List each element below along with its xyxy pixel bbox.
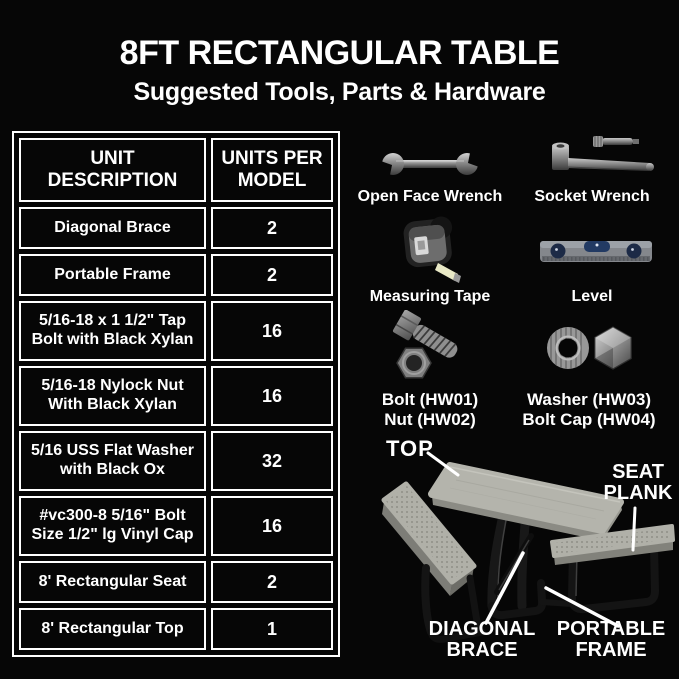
tool-label-bolt: Bolt (HW01) [381, 390, 479, 409]
page-title: 8FT RECTANGULAR TABLE [119, 34, 560, 72]
washer-bolt-cap-icon [541, 320, 641, 376]
table-row [19, 561, 333, 603]
column-header-unit-description: UNIT DESCRIPTION [19, 138, 206, 202]
socket-wrench-icon [540, 132, 656, 184]
part-description: 8' Rectangular Seat [19, 561, 206, 603]
page-subtitle: Suggested Tools, Parts & Hardware [133, 78, 546, 106]
part-units: 16 [211, 366, 333, 426]
table-row [19, 301, 333, 361]
table-row [19, 207, 333, 249]
table-row [19, 431, 333, 491]
diagram-label-portable-frame: PORTABLE FRAME [556, 618, 666, 661]
table-row [19, 608, 333, 650]
diagram-label-seat-plank: SEAT PLANK [603, 461, 673, 504]
table-row [19, 254, 333, 296]
part-description: 5/16-18 Nylock Nut With Black Xylan [19, 366, 206, 426]
part-units: 32 [211, 431, 333, 491]
tool-label-washer: Washer (HW03) [526, 390, 652, 409]
part-units: 16 [211, 301, 333, 361]
part-description: 8' Rectangular Top [19, 608, 206, 650]
parts-table [12, 131, 340, 657]
part-units: 2 [211, 561, 333, 603]
tool-label-level: Level [571, 288, 613, 305]
tool-label-nut: Nut (HW02) [384, 410, 476, 429]
part-description: #vc300-8 5/16" Bolt Size 1/2" lg Vinyl Cap [19, 496, 206, 556]
part-description: 5/16-18 x 1 1/2" Tap Bolt with Black Xylan [19, 301, 206, 361]
tool-label-measuring-tape: Measuring Tape [369, 288, 491, 305]
part-units: 1 [211, 608, 333, 650]
table-header-row [19, 138, 333, 202]
diagram-label-diagonal-brace: DIAGONAL BRACE [428, 618, 536, 661]
open-face-wrench-icon [378, 147, 482, 181]
level-icon [538, 236, 654, 266]
measuring-tape-icon [398, 216, 464, 284]
diagram-label-top: TOP [386, 436, 434, 461]
tool-label-socket-wrench: Socket Wrench [534, 188, 650, 205]
table-row [19, 496, 333, 556]
part-units: 2 [211, 254, 333, 296]
part-description: Portable Frame [19, 254, 206, 296]
part-description: 5/16 USS Flat Washer with Black Ox [19, 431, 206, 491]
tool-label-bolt-cap: Bolt Cap (HW04) [522, 410, 656, 429]
part-description: Diagonal Brace [19, 207, 206, 249]
column-header-units-per-model: UNITS PER MODEL [211, 138, 333, 202]
tool-label-open-face-wrench: Open Face Wrench [357, 188, 503, 205]
part-units: 16 [211, 496, 333, 556]
part-units: 2 [211, 207, 333, 249]
table-row [19, 366, 333, 426]
bolt-nut-icon [388, 310, 472, 382]
